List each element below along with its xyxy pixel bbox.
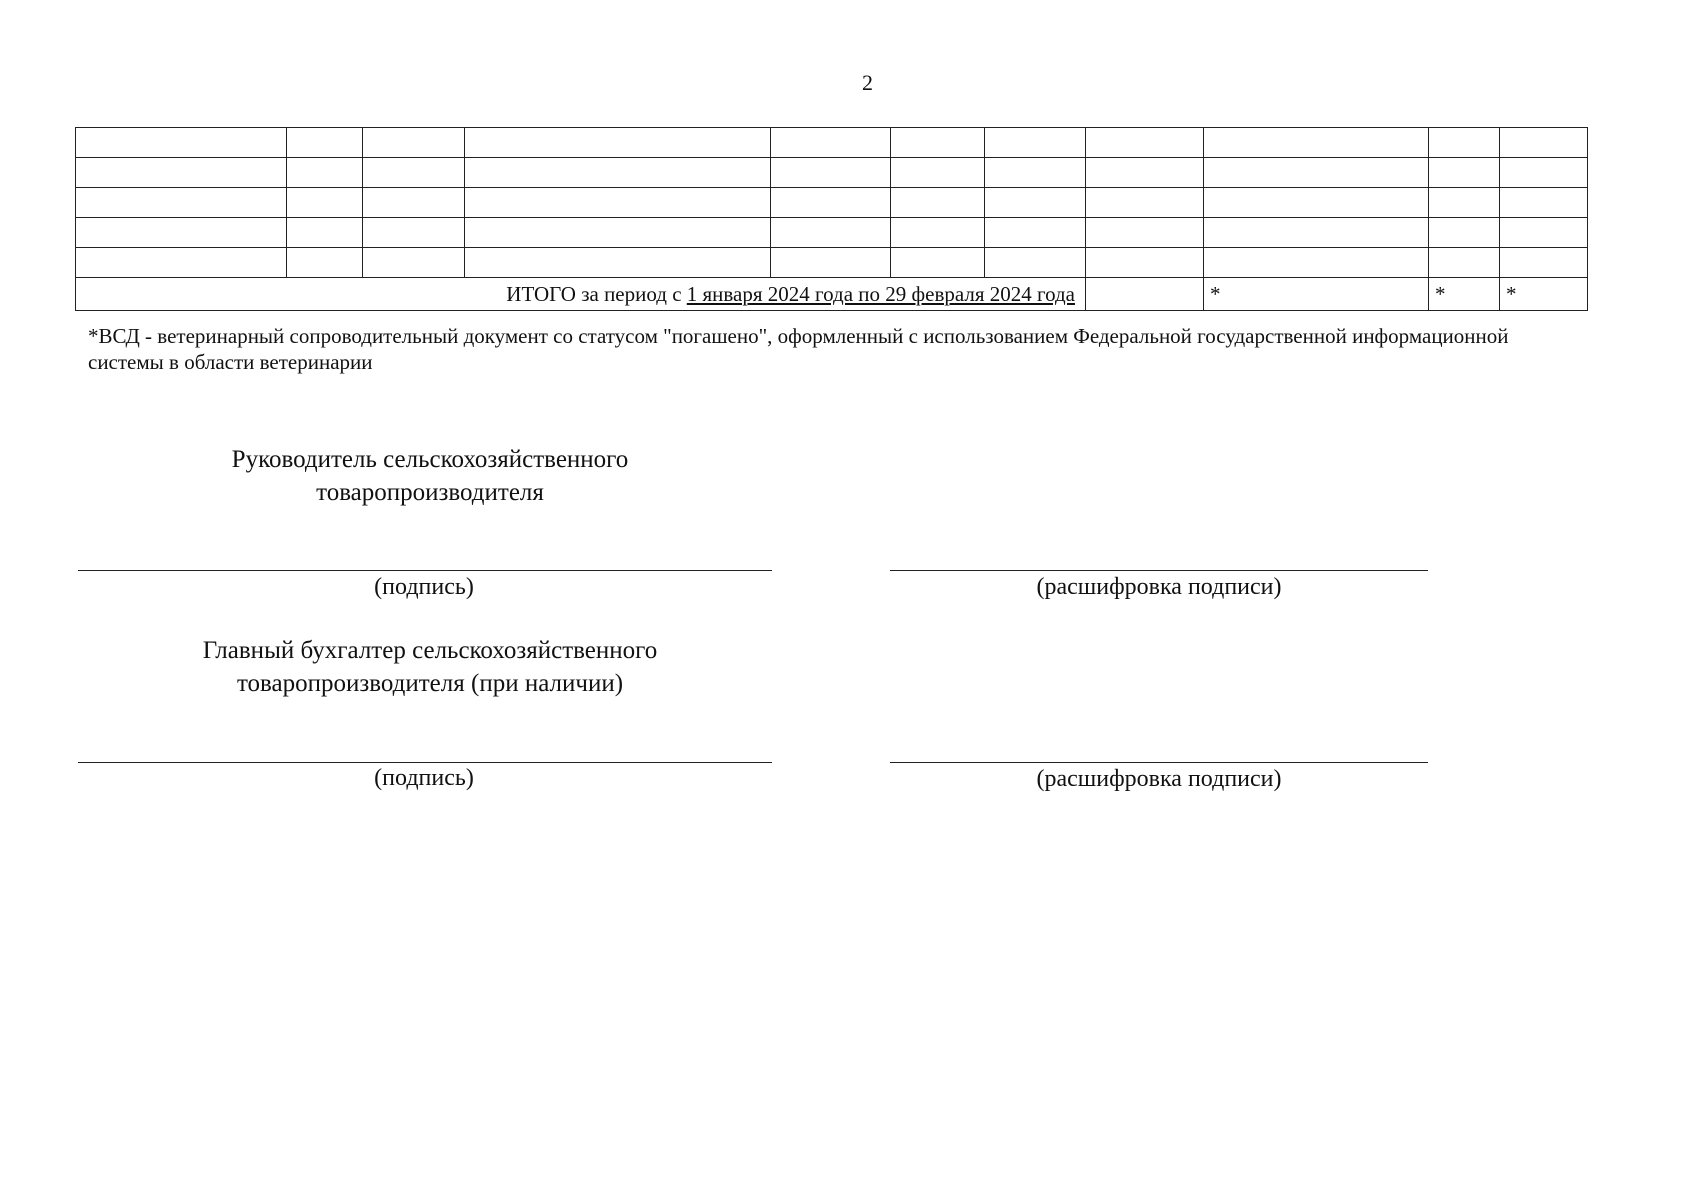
table-cell	[1429, 158, 1500, 188]
table-cell	[771, 218, 891, 248]
table-cell	[985, 188, 1086, 218]
table-cell	[1086, 158, 1204, 188]
table-cell	[465, 188, 771, 218]
table-cell	[287, 188, 363, 218]
table-cell	[1429, 218, 1500, 248]
accountant-signature-caption: (подпись)	[374, 765, 474, 791]
head-decode-line[interactable]	[890, 570, 1428, 571]
accountant-decode-caption: (расшифровка подписи)	[1036, 766, 1282, 792]
table-cell	[1204, 188, 1429, 218]
table-cell	[1086, 218, 1204, 248]
table-cell	[1204, 158, 1429, 188]
table-cell	[985, 218, 1086, 248]
table-cell	[1500, 158, 1588, 188]
table-cell	[363, 188, 465, 218]
table-cell	[287, 128, 363, 158]
total-mark-3: *	[1500, 278, 1588, 311]
table-cell	[1204, 218, 1429, 248]
table-cell	[1204, 248, 1429, 278]
table-cell	[287, 218, 363, 248]
accountant-decode-line[interactable]	[890, 762, 1428, 763]
data-table	[75, 127, 1588, 311]
table-cell	[771, 188, 891, 218]
table-cell	[465, 128, 771, 158]
accountant-title-line1: Главный бухгалтер сельскохозяйственного	[202, 637, 658, 664]
head-signature-line[interactable]	[78, 570, 772, 571]
table-cell	[76, 128, 287, 158]
table-cell	[985, 248, 1086, 278]
head-title-line1: Руководитель сельскохозяйственного	[231, 446, 629, 473]
table-cell	[465, 218, 771, 248]
table-cell	[287, 248, 363, 278]
head-signature-title	[130, 443, 730, 509]
head-signature-caption: (подпись)	[374, 574, 474, 600]
table-row	[76, 218, 1588, 248]
head-title-line2: товаропроизводителя	[316, 479, 544, 506]
accountant-title-line2: товаропроизводителя (при наличии)	[236, 670, 624, 697]
table-cell	[76, 158, 287, 188]
table-cell	[76, 188, 287, 218]
table-cell	[891, 188, 985, 218]
table-cell	[1086, 128, 1204, 158]
table-cell	[287, 158, 363, 188]
table-cell	[363, 248, 465, 278]
table-cell	[891, 128, 985, 158]
table-cell	[363, 158, 465, 188]
table-cell	[465, 248, 771, 278]
table-cell	[465, 158, 771, 188]
total-label	[76, 278, 1086, 311]
table-cell	[985, 158, 1086, 188]
total-mark-1: *	[1204, 278, 1429, 311]
table-cell	[1086, 188, 1204, 218]
table-cell	[985, 128, 1086, 158]
table-cell	[771, 248, 891, 278]
table-row	[76, 158, 1588, 188]
table-row	[76, 128, 1588, 158]
table-cell	[771, 128, 891, 158]
total-mark-2: *	[1429, 278, 1500, 311]
table-cell	[363, 218, 465, 248]
total-period: 1 января 2024 года по 29 февраля 2024 года	[686, 281, 1075, 306]
table-cell	[1204, 128, 1429, 158]
table-cell	[1500, 248, 1588, 278]
table-cell	[76, 218, 287, 248]
total-row	[76, 278, 1588, 311]
table-cell	[76, 248, 287, 278]
accountant-signature-line[interactable]	[78, 762, 772, 763]
table-body	[76, 128, 1588, 311]
table-cell	[891, 218, 985, 248]
table-cell	[1086, 248, 1204, 278]
table-cell	[1500, 128, 1588, 158]
table-cell	[891, 158, 985, 188]
table-cell	[1429, 248, 1500, 278]
page-number: 2	[862, 70, 873, 95]
accountant-signature-title	[100, 634, 760, 700]
table-cell	[1429, 128, 1500, 158]
head-decode-caption: (расшифровка подписи)	[1036, 574, 1282, 600]
footnote: *ВСД - ветеринарный сопроводительный документ со статусом "погашено", оформленный с использованием Федеральной государственной информационной системы в области ветеринарии	[88, 324, 1509, 374]
table-cell	[363, 128, 465, 158]
table-cell	[771, 158, 891, 188]
table-cell	[1500, 218, 1588, 248]
table-row	[76, 248, 1588, 278]
table-cell	[1429, 188, 1500, 218]
table-row	[76, 188, 1588, 218]
total-prefix: ИТОГО за период с	[506, 281, 687, 306]
total-value-cell	[1086, 278, 1204, 311]
table-cell	[891, 248, 985, 278]
table-cell	[1500, 188, 1588, 218]
